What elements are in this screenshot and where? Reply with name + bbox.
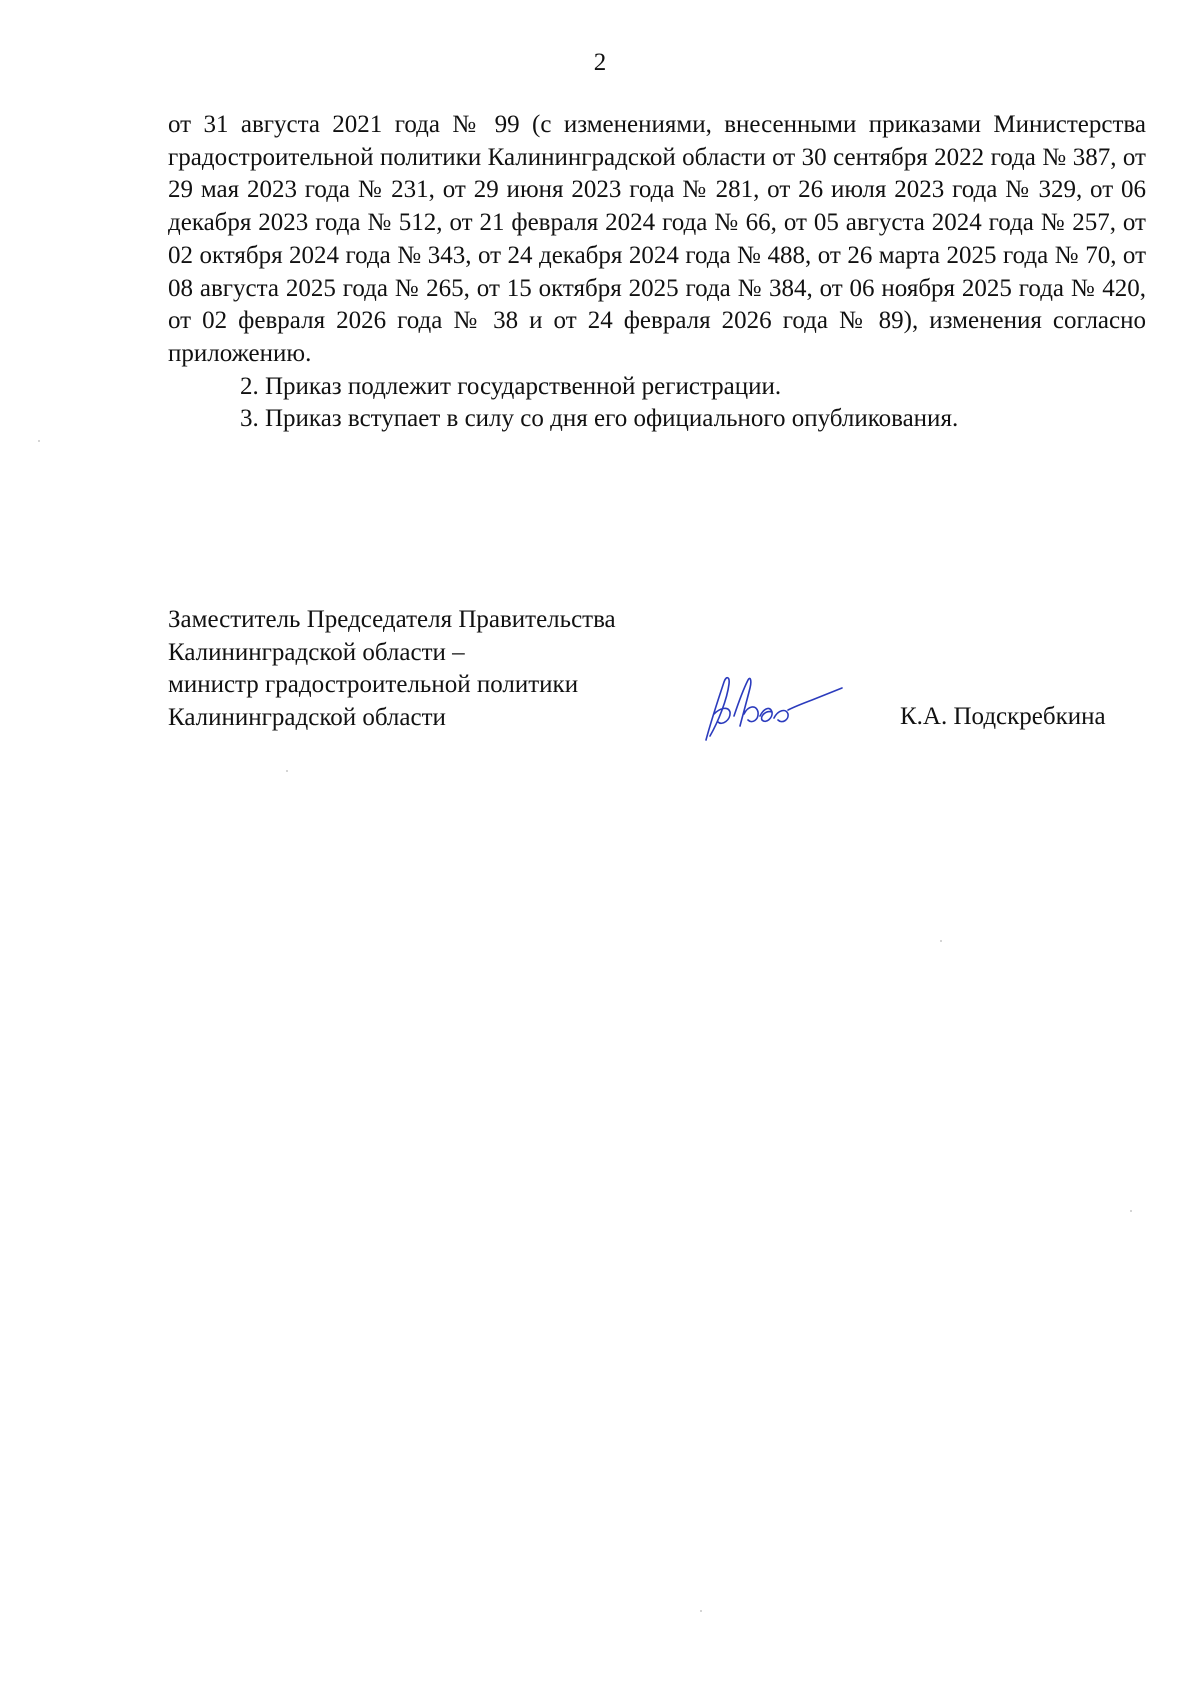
scan-speck [286, 770, 288, 772]
position-line: Калининградской области [168, 703, 446, 731]
page-number: 2 [593, 49, 607, 76]
scan-speck [940, 940, 942, 942]
position-line: Заместитель Председателя Правительства [168, 606, 616, 633]
scan-speck [700, 1610, 702, 1612]
main-paragraph: от 31 августа 2021 года № 99 (с изменениями, внесенными приказами Министерства градостроительной политики Калининградской области от 30 сентября 2022 года № 387, от 29 мая 2023 года № 231, от 29 июня 2023 года № 281, от 26 июля 2023 года № 329, от 06 декабря 2023 года № 512, от 21 февраля 2024 года № 66, от 05 августа 2024 года № 257, от 02 октября 2024 года № 343, от 24 декабря 2024 года № 488, от 26 марта 2025 года № 70, от 08 августа 2025 года № 265, от 15 октября 2025 года № 384, от 06 ноября 2025 года № 420, от 02 февраля 2026 года № 38 и от 24 февраля 2026 года № 89), изменения согласно приложению. [168, 111, 1146, 367]
signer-name: К.А. Подскребкина [900, 703, 1106, 730]
scan-speck [38, 440, 40, 442]
item-2-registration: 2. Приказ подлежит государственной регистрации. [240, 372, 782, 400]
signatory-position [168, 604, 728, 734]
position-line: министр градостроительной политики [168, 671, 579, 698]
handwritten-signature [700, 670, 845, 748]
position-line: Калининградской области – [168, 638, 465, 666]
scan-speck [1130, 1210, 1132, 1212]
document-body [168, 109, 1146, 436]
item-3-entry-into-force: 3. Приказ вступает в силу со дня его официального опубликования. [240, 405, 959, 433]
